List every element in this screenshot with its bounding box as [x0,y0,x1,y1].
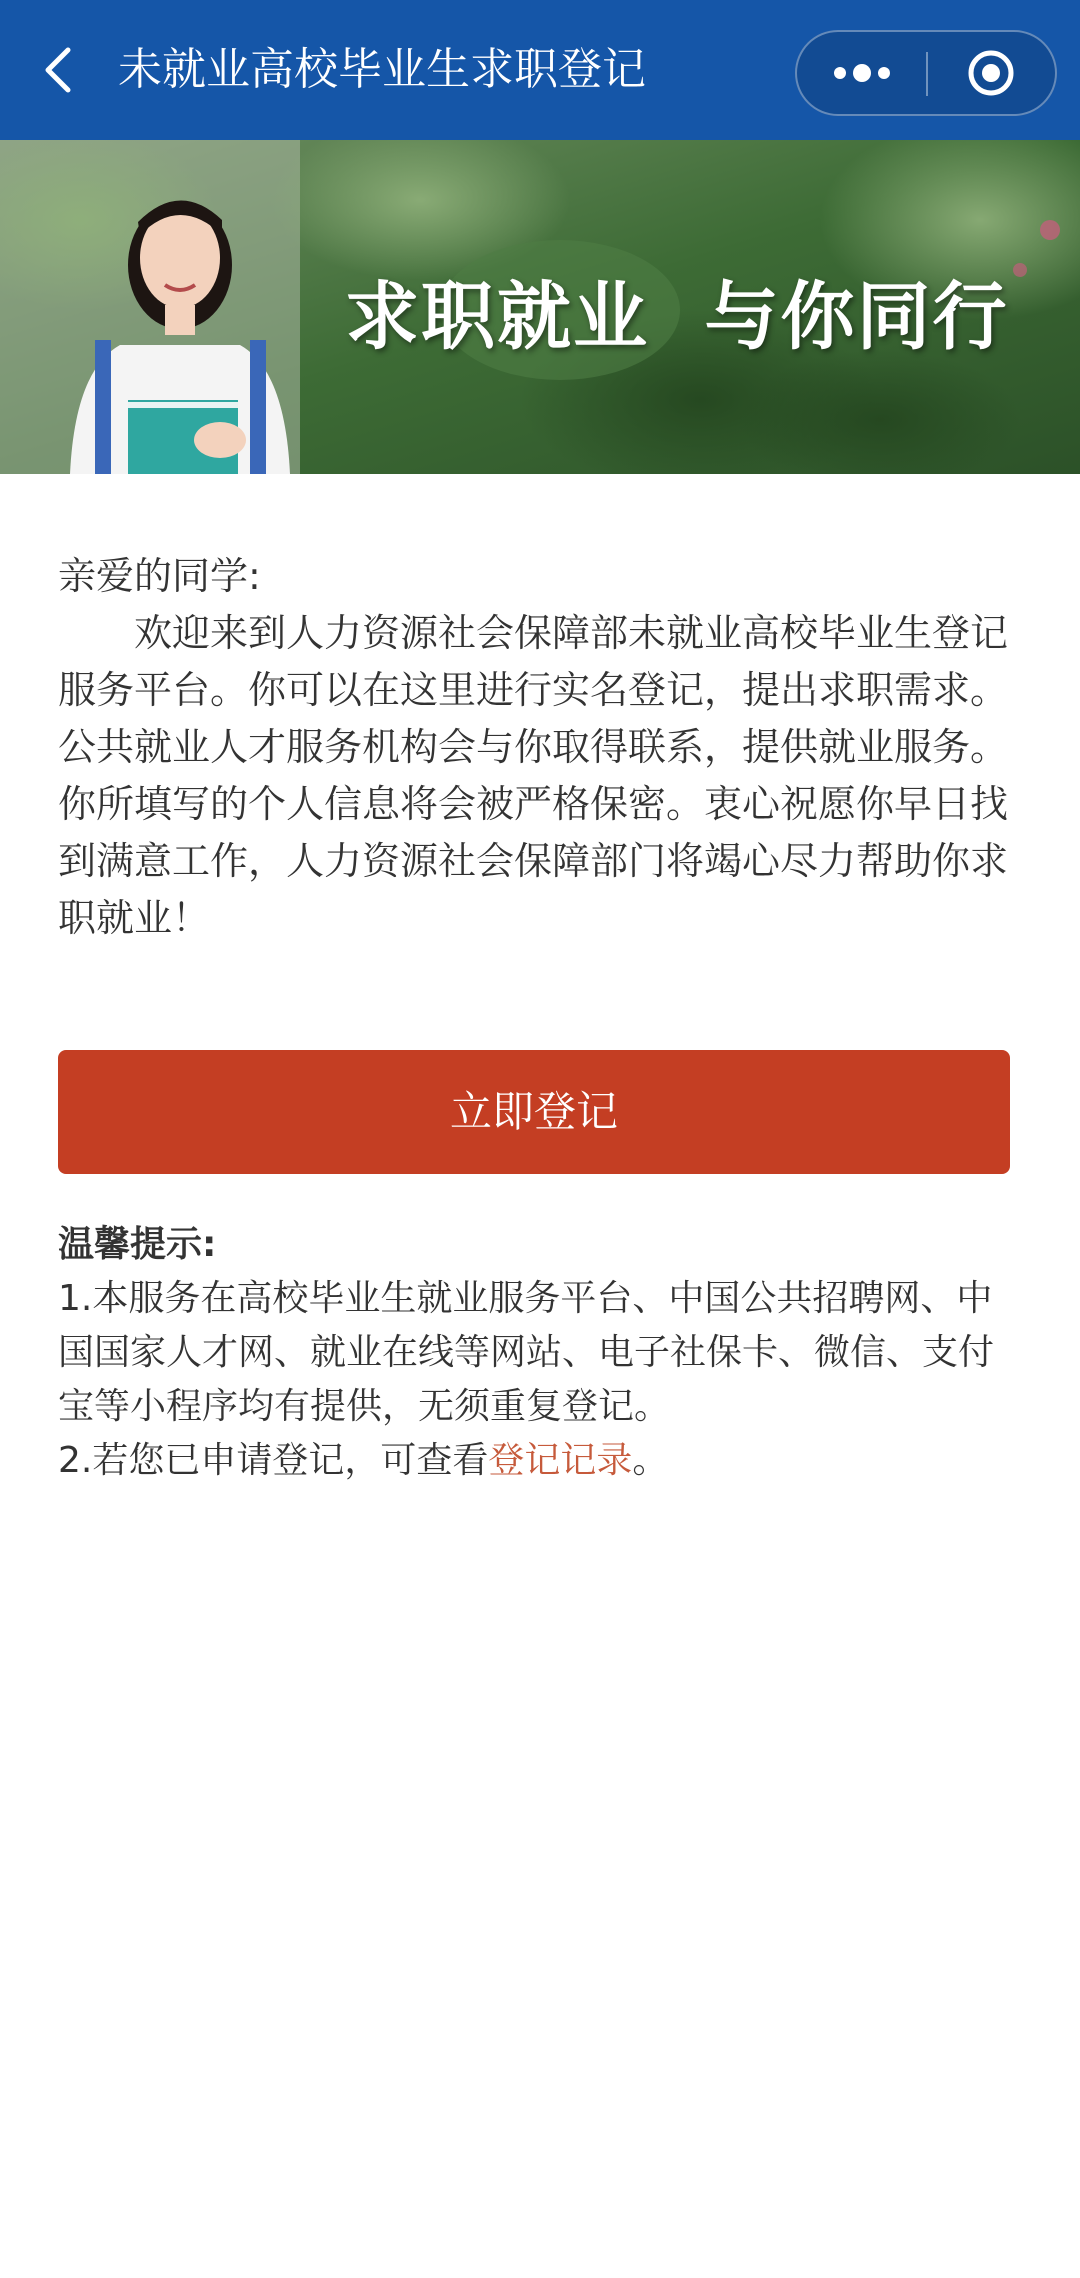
register-now-button[interactable]: 立即登记 [58,1050,1010,1174]
nav-bar [0,0,1080,140]
tip-item [58,1434,1018,1488]
close-miniprogram-button[interactable] [928,32,1055,114]
tip-text: 2.若您已申请登记，可查看 [58,1440,489,1481]
tips-section [58,1218,1018,1488]
back-button[interactable] [30,36,90,104]
tips-title: 温馨提示: [58,1224,217,1265]
registration-record-link[interactable]: 登记记录 [488,1440,633,1481]
banner [0,140,1080,474]
tip-item: 1.本服务在高校毕业生就业服务平台、中国公共招聘网、中国国家人才网、就业在线等网站、电子社保卡、微信、支付宝等小程序均有提供，无须重复登记。 [58,1278,995,1427]
more-button[interactable] [797,32,926,114]
chevron-left-icon [30,36,90,104]
welcome-letter [58,548,1008,947]
letter-body: 欢迎来到人力资源社会保障部未就业高校毕业生登记服务平台。你可以在这里进行实名登记，提出求职需求。公共就业人才服务机构会与你取得联系，提供就业服务。你所填写的个人信息将会被严格保密。衷心祝愿你早日找到满意工作，人力资源社会保障部门将竭心尽力帮助你求职就业！ [58,611,1009,940]
greeting: 亲爱的同学: [58,554,261,598]
tip-text: 。 [632,1440,669,1481]
mini-program-capsule [795,30,1057,116]
target-circle-icon [966,48,1016,98]
banner-slogan: 求职就业 与你同行 [345,274,1009,360]
page-title: 未就业高校毕业生求职登记 [118,44,646,95]
more-dots-icon [827,52,897,94]
